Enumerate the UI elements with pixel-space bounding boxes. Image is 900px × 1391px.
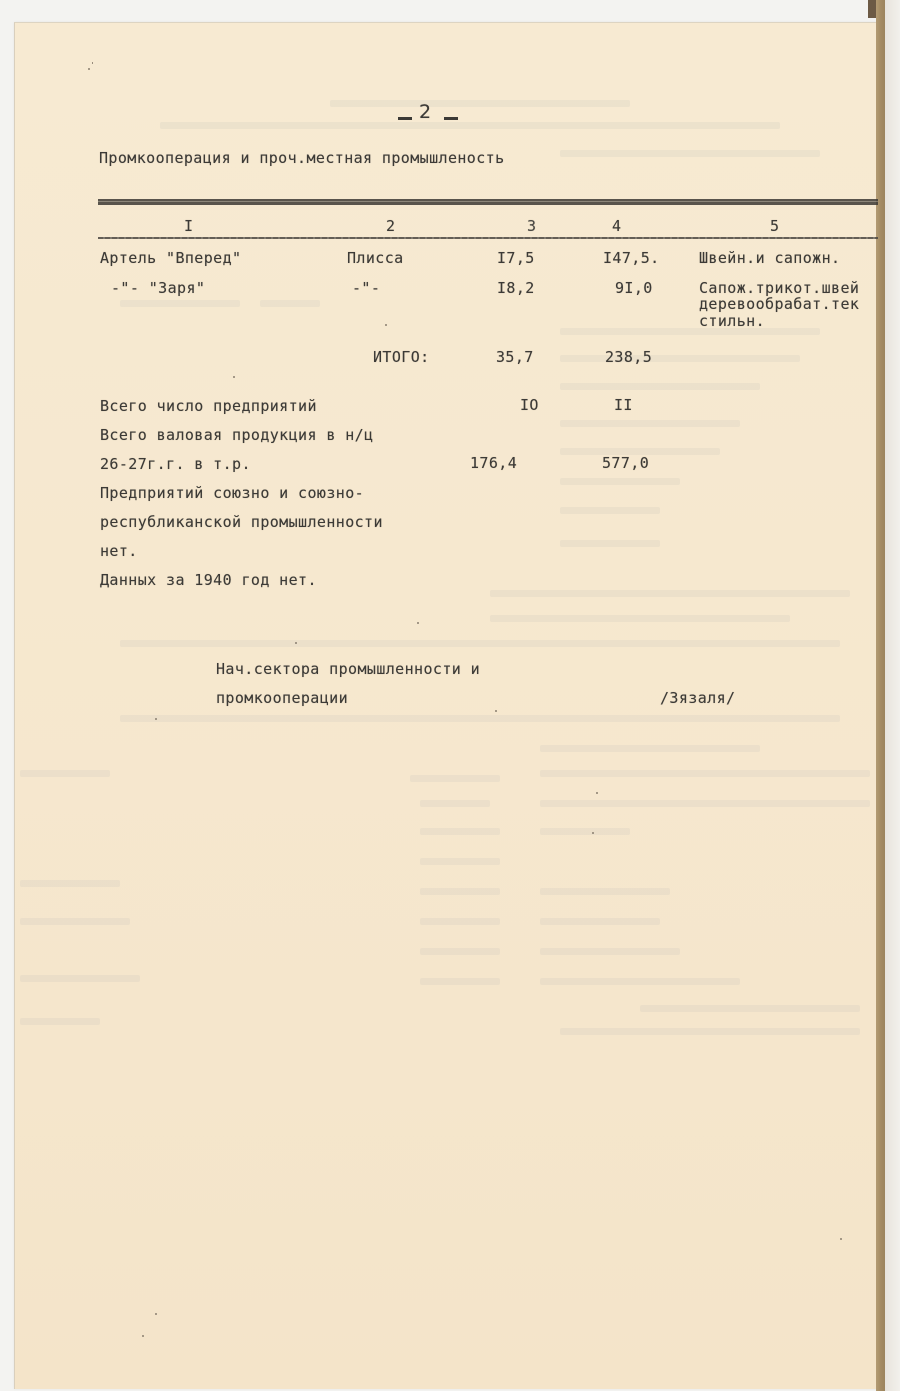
table-top-rule bbox=[98, 199, 878, 205]
summary-value-b: II bbox=[614, 396, 633, 414]
column-header-1: I bbox=[184, 217, 194, 235]
summary-label: Всего число предприятий bbox=[100, 397, 317, 415]
summary-value-a: IO bbox=[520, 396, 539, 414]
row-name: -"- "Заря" bbox=[111, 279, 206, 297]
row-col4: I47,5. bbox=[603, 249, 660, 267]
row-col4: 9I,0 bbox=[615, 279, 653, 297]
page-number: 2 bbox=[419, 101, 432, 123]
note-line: республиканской промышленности bbox=[100, 513, 383, 531]
signature-title-line2: промкооперации bbox=[216, 689, 349, 707]
summary-label-line2: 26-27г.г. в т.р. bbox=[100, 455, 251, 473]
row-col3: I7,5 bbox=[497, 249, 535, 267]
note-line: Предприятий союзно и союзно- bbox=[100, 484, 365, 502]
total-label: ИТОГО: bbox=[373, 348, 430, 366]
row-col5-line1: Сапож.трикот.швей bbox=[699, 279, 860, 297]
column-header-3: 3 bbox=[527, 217, 537, 235]
summary-value-b: 577,0 bbox=[602, 454, 650, 472]
row-col5-line2: деревообрабат.тек bbox=[699, 295, 860, 313]
document-page bbox=[14, 22, 879, 1389]
row-col3: I8,2 bbox=[497, 279, 535, 297]
column-header-4: 4 bbox=[612, 217, 622, 235]
row-location: Плисса bbox=[347, 249, 404, 267]
adjacent-page-edge bbox=[885, 0, 900, 1391]
note-line: нет. bbox=[100, 542, 138, 560]
summary-value-a: 176,4 bbox=[470, 454, 518, 472]
total-col4: 238,5 bbox=[605, 348, 653, 366]
column-header-5: 5 bbox=[770, 217, 780, 235]
column-header-2: 2 bbox=[386, 217, 396, 235]
signature-name: /Зязаля/ bbox=[660, 689, 736, 707]
total-col3: 35,7 bbox=[496, 348, 534, 366]
row-location: -"- bbox=[352, 279, 381, 297]
binding-edge bbox=[876, 0, 885, 1391]
row-col5-line1: Швейн.и сапожн. bbox=[699, 249, 841, 267]
signature-title-line1: Нач.сектора промышленности и bbox=[216, 660, 481, 678]
row-col5-line3: стильн. bbox=[699, 312, 766, 330]
table-header-rule bbox=[98, 237, 878, 239]
summary-label-line1: Всего валовая продукция в н/ц bbox=[100, 426, 374, 444]
document-heading: Промкооперация и проч.местная промышленость bbox=[99, 149, 505, 167]
note-line: Данных за 1940 год нет. bbox=[100, 571, 317, 589]
row-name: Артель "Вперед" bbox=[100, 249, 242, 267]
